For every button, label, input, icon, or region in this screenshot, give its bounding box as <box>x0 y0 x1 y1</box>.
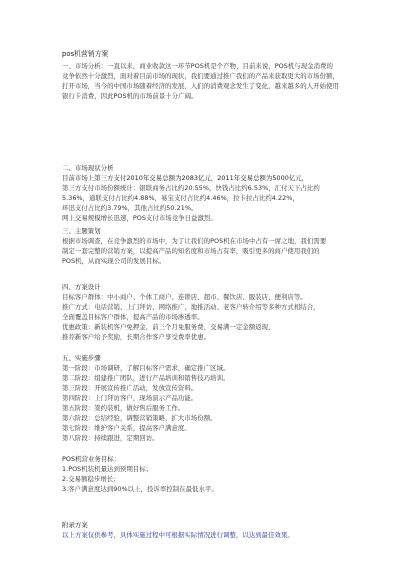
section-4-heading: 四、方案设计 <box>62 283 101 291</box>
section-4-line-4: 优惠政策：新装机客户免押金，前三个月免服务费，交易满一定金额返现， <box>62 323 275 331</box>
goal-2: 2.交易额稳步增长； <box>62 475 120 483</box>
intro-line-3: 打开市场，当今的中国市场随着经济的发展，人们的消费观念发生了变化，越来越多的人开始使用 <box>62 82 339 90</box>
section-4-line-5: 推荐新客户给予奖励，长期合作客户享受费率优惠。 <box>62 333 211 341</box>
intro-line-1: 一、市场分析：一直以来，商业收款这一环节POS机是个产物，目前来说，POS机与现金消费的 <box>62 62 333 70</box>
section-2-line-3: 5.36%，通联支付占比约4.88%，易宝支付占比约4.46%，拉卡拉占比约4.22%， <box>62 194 299 202</box>
step-5: 第五阶段：签约装机，做好售后服务工作。 <box>62 404 185 412</box>
intro-line-4: 银行卡消费，因此POS机的市场前景十分广阔。 <box>62 92 198 100</box>
goal-3: 3.客户满意度达到90%以上，投诉率控制在最低水平。 <box>62 485 218 493</box>
step-3: 第三阶段：开展宣传推广活动，发放宣传资料。 <box>62 384 198 392</box>
step-8: 第八阶段：持续跟进，定期回访。 <box>62 434 159 442</box>
section-2-line-5: 网上交易规模增长迅速，POS支付市场竞争日益激烈。 <box>62 214 217 222</box>
step-6: 第六阶段：总结经验，调整营销策略，扩大市场份额。 <box>62 414 217 422</box>
section-4-line-2: 推广方式：电话营销、上门拜访、网络推广、地推活动、老客户转介绍等多种方式相结合， <box>62 303 320 311</box>
appendix-line: 以上方案仅供参考，具体实施过程中可根据实际情况进行调整，以达到最佳效果。 <box>62 531 294 539</box>
intro-line-2: 竞争依然十分激烈，面对着目前市场的现状，我们要通过推广我们的产品来获取更大的市场份额， <box>62 72 339 80</box>
step-2: 第二阶段：组建推广团队，进行产品培训和销售技巧培训。 <box>62 374 230 382</box>
appendix-heading: 附录方案 <box>62 521 88 529</box>
section-4-line-1: 目标客户群体：中小商户、个体工商户、连锁店、超市、餐饮店、服装店、便利店等。 <box>62 293 307 301</box>
step-1: 第一阶段：市场调研，了解目标客户需求，确定推广区域。 <box>62 364 230 372</box>
step-4: 第四阶段：上门拜访客户，现场演示产品功能。 <box>62 394 198 402</box>
document-title: pos机营销方案 <box>62 50 109 58</box>
section-3-heading: 三、主题策划 <box>62 227 101 235</box>
section-3-line-3: POS机，从而实现公司的发展目标。 <box>62 257 166 265</box>
section-3-line-2: 制定一套完整的营销方案，以提高产品的知名度和市场占有率，吸引更多的商户使用我们的 <box>62 247 320 255</box>
section-2-line-2: 第三方支付市场份额统计：银联商务占比约20.55%，快钱占比约6.53%，汇付天下占比约 <box>62 184 320 192</box>
step-7: 第七阶段：维护客户关系，提高客户满意度。 <box>62 424 191 432</box>
goal-1: 1.POS机装机量达到预期目标； <box>62 465 153 473</box>
section-6-heading: POS机营业务目标： <box>62 455 121 463</box>
section-2-line-4: 环迅支付占比约3.79%，其他占比约50.21%。 <box>62 204 198 212</box>
section-3-line-1: 根据市场调查，在竞争激烈的市场中，为了让我们的POS机在市场中占有一席之地，我们需要 <box>62 237 327 245</box>
section-5-heading: 五、实施步骤 <box>62 354 101 362</box>
section-2-heading: 二、市场现状分析 <box>62 164 114 172</box>
section-2-line-1: 目前市场上第三方支付2010年交易总额为2083亿元，2011年交易总额为5000亿元， <box>62 174 309 182</box>
section-4-line-3: 全面覆盖目标客户群体，提高产品的市场渗透率。 <box>62 313 204 321</box>
